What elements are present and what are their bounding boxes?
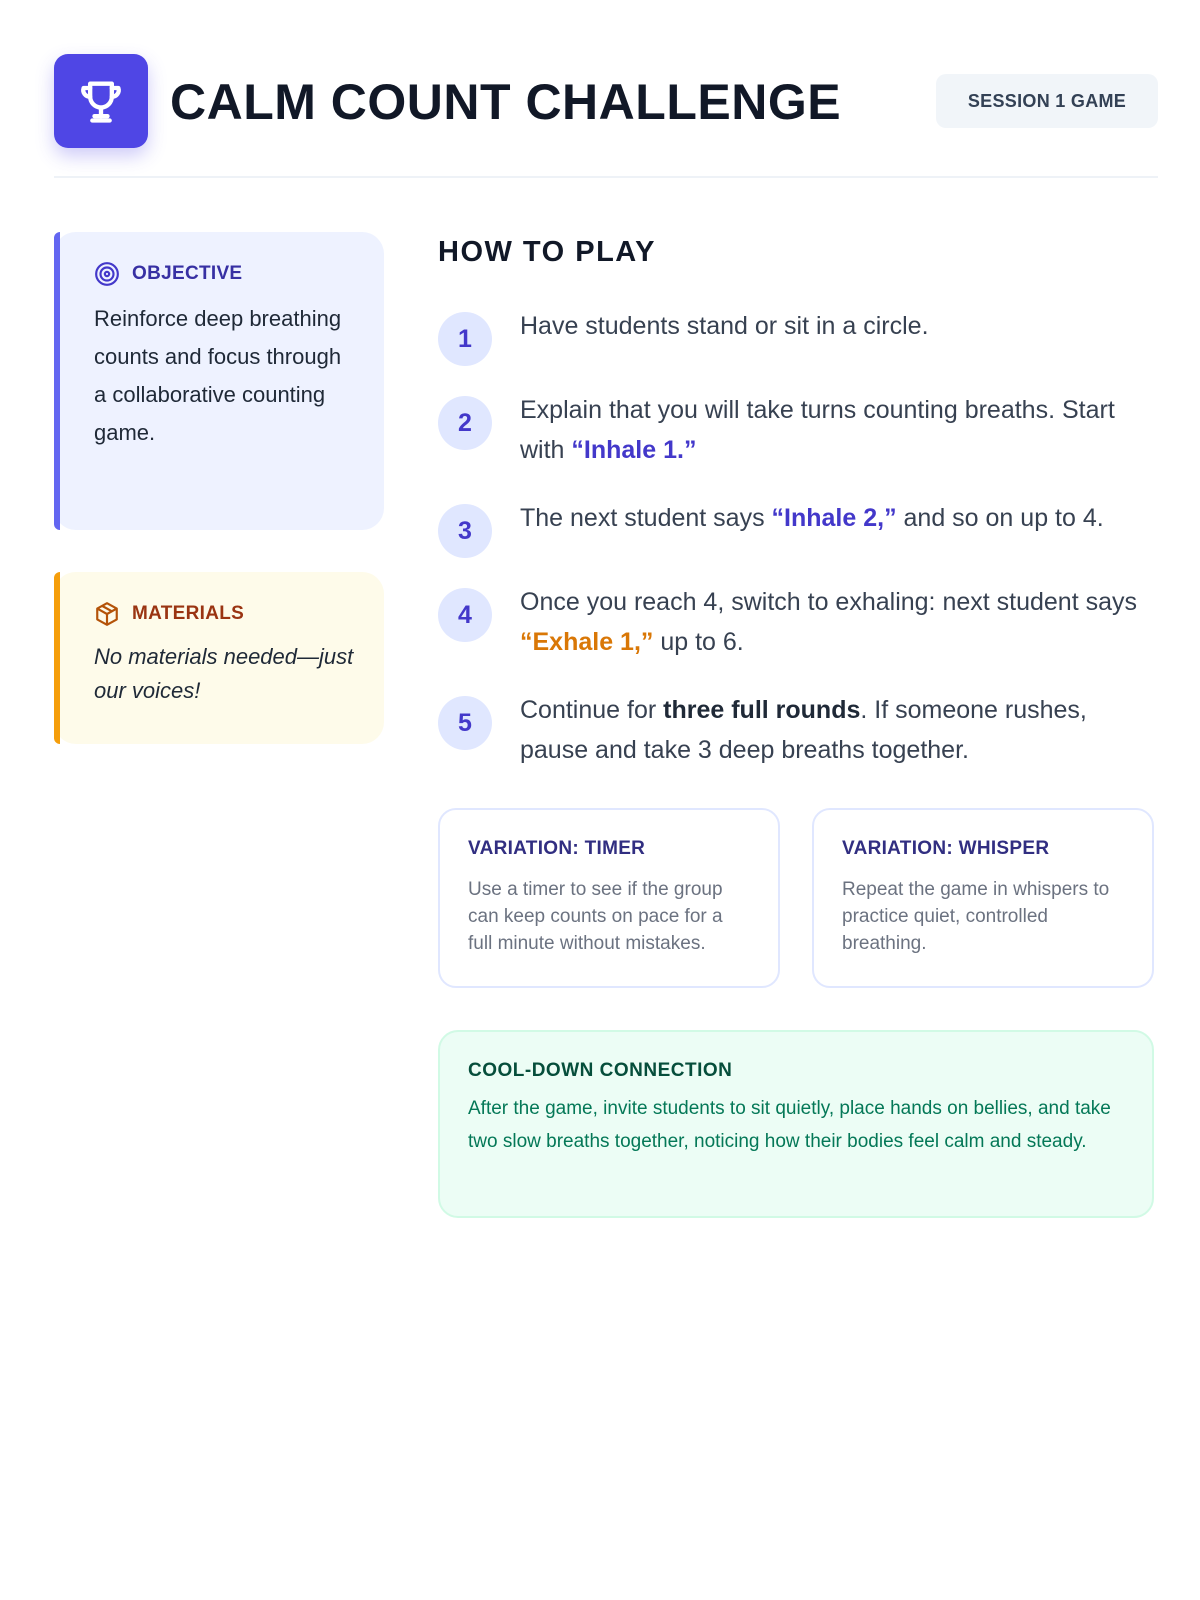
materials-text: No materials needed—just our voices! xyxy=(94,644,354,703)
variation-title: VARIATION: WHISPER xyxy=(842,838,1050,859)
box-icon xyxy=(94,601,120,627)
step-text-after: and so on up to 4. xyxy=(896,504,1104,532)
objective-title: OBJECTIVE xyxy=(132,263,243,284)
page-header xyxy=(54,54,1158,148)
step-highlight: “Inhale 2,” xyxy=(771,504,897,532)
logo-tile xyxy=(54,54,148,148)
step-number: 4 xyxy=(438,588,492,642)
step-text xyxy=(520,582,1160,662)
step-text xyxy=(520,690,1160,770)
materials-card xyxy=(54,572,384,744)
cooldown-title: COOL-DOWN CONNECTION xyxy=(468,1060,733,1081)
target-icon xyxy=(94,261,120,287)
step-item xyxy=(438,306,1158,366)
header-divider xyxy=(54,176,1158,178)
page-title: CALM COUNT CHALLENGE xyxy=(170,74,842,130)
session-badge: SESSION 1 GAME xyxy=(936,74,1158,128)
materials-title: MATERIALS xyxy=(132,603,245,624)
step-number: 3 xyxy=(438,504,492,558)
step-highlight: three full rounds xyxy=(663,696,861,724)
variation-card-whisper xyxy=(812,808,1154,988)
objective-text: Reinforce deep breathing counts and focus through a collaborative counting game. xyxy=(94,306,342,445)
variation-card-timer xyxy=(438,808,780,988)
step-text xyxy=(520,498,1160,538)
step-highlight: “Exhale 1,” xyxy=(520,628,654,656)
step-text xyxy=(520,390,1160,470)
materials-header xyxy=(94,600,356,628)
step-number: 2 xyxy=(438,396,492,450)
variation-text: Repeat the game in whispers to practice quiet, controlled breathing. xyxy=(842,879,1110,954)
step-item xyxy=(438,582,1158,662)
step-item xyxy=(438,690,1158,770)
step-item xyxy=(438,498,1158,558)
step-text xyxy=(520,306,1160,346)
step-highlight: “Inhale 1.” xyxy=(571,436,697,464)
step-text-before: The next student says xyxy=(520,504,772,532)
variation-text: Use a timer to see if the group can keep counts on pace for a full minute without mistakes. xyxy=(468,879,723,954)
how-to-play-heading: HOW TO PLAY xyxy=(438,236,656,268)
trophy-icon xyxy=(75,75,127,127)
objective-header xyxy=(94,260,356,288)
step-text-after: up to 6. xyxy=(653,628,744,656)
step-text-before: Continue for xyxy=(520,696,664,724)
step-text-after: . If someone rushes, pause and take 3 deep breaths together. xyxy=(520,696,1087,764)
step-number: 1 xyxy=(438,312,492,366)
objective-card xyxy=(54,232,384,530)
cooldown-text: After the game, invite students to sit quietly, place hands on bellies, and take two slow breaths together, noticing how their bodies feel calm and steady. xyxy=(468,1098,1111,1152)
step-number: 5 xyxy=(438,696,492,750)
step-text-body: Have students stand or sit in a circle. xyxy=(520,312,929,340)
variation-title: VARIATION: TIMER xyxy=(468,838,646,859)
step-item xyxy=(438,390,1158,470)
cooldown-card xyxy=(438,1030,1154,1218)
step-text-before: Explain that you will take turns counting breaths. Start with xyxy=(520,396,1115,464)
step-text-before: Once you reach 4, switch to exhaling: next student says xyxy=(520,588,1138,616)
